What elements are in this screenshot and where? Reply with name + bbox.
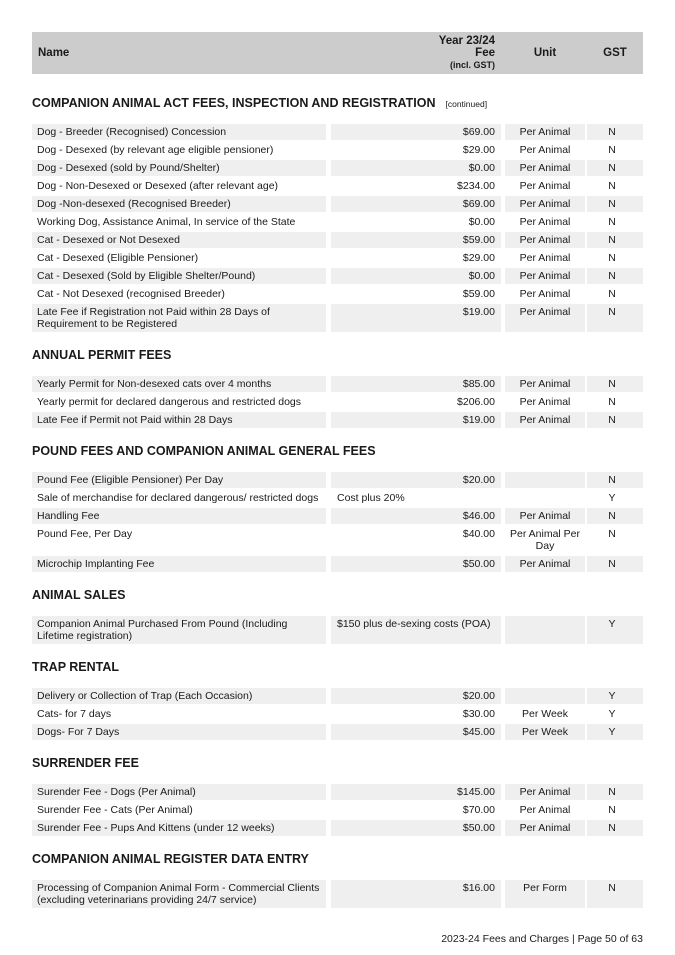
row-unit: Per Animal Per Day <box>509 528 581 552</box>
section-title-text: ANNUAL PERMIT FEES <box>32 348 172 362</box>
row-name: Surender Fee - Cats (Per Animal) <box>37 804 193 816</box>
row-fee-amount: $145.00 <box>457 786 495 798</box>
section-title-text: COMPANION ANIMAL REGISTER DATA ENTRY <box>32 852 309 866</box>
row-fee-cell <box>331 232 501 248</box>
header-fee-line2: Fee <box>475 47 495 59</box>
row-name: Dog - Desexed (sold by Pound/Shelter) <box>32 160 326 176</box>
row-fee-amount: $0.00 <box>468 270 495 282</box>
row-name: Working Dog, Assistance Animal, In service of the State <box>37 216 296 228</box>
row-fee-amount: $59.00 <box>462 234 495 246</box>
section-continued-note: [continued] <box>445 99 488 109</box>
header-unit: Unit <box>505 32 585 74</box>
row-unit <box>505 490 585 506</box>
row-name: Cats- for 7 days <box>37 708 112 720</box>
row-fee-cell <box>331 508 501 524</box>
fee-section <box>32 94 643 332</box>
row-name: Surender Fee - Pups And Kittens (under 12 weeks) <box>32 820 326 836</box>
table-row <box>32 820 643 836</box>
row-fee-cell <box>331 820 501 836</box>
header-fee-line1: Year 23/24 <box>438 35 495 47</box>
header-gst: GST <box>587 32 643 74</box>
table-row <box>32 616 643 644</box>
row-name: Dog - Non-Desexed or Desexed (after relevant age) <box>37 180 279 192</box>
row-unit: Per Animal <box>519 288 571 300</box>
row-fee-amount: $70.00 <box>462 804 495 816</box>
row-unit <box>505 472 585 488</box>
row-gst: N <box>608 216 616 228</box>
fee-section <box>32 586 643 644</box>
section-title-text: SURRENDER FEE <box>32 756 139 770</box>
section-title <box>32 586 643 604</box>
row-gst: N <box>587 304 643 332</box>
table-row <box>32 214 643 230</box>
row-fee-cell <box>331 412 501 428</box>
row-fee-amount: $16.00 <box>462 882 495 894</box>
table-row <box>32 688 643 704</box>
row-gst: N <box>587 232 643 248</box>
row-unit: Per Animal <box>519 144 571 156</box>
row-unit: Per Animal <box>505 268 585 284</box>
table-row <box>32 160 643 176</box>
row-fee-cell <box>331 286 501 302</box>
row-fee-cell <box>331 472 501 488</box>
row-unit: Per Animal <box>519 396 571 408</box>
table-row <box>32 196 643 212</box>
row-unit: Per Animal <box>519 804 571 816</box>
row-gst: N <box>587 508 643 524</box>
row-gst: N <box>587 472 643 488</box>
table-row <box>32 556 643 572</box>
row-name: Sale of merchandise for declared dangerous/ restricted dogs <box>37 492 319 504</box>
row-fee-note: Cost plus 20% <box>337 492 405 504</box>
table-row <box>32 472 643 488</box>
row-name: Handling Fee <box>32 508 326 524</box>
row-gst: N <box>587 196 643 212</box>
row-fee-cell <box>331 688 501 704</box>
row-gst: N <box>587 880 643 908</box>
row-fee-cell <box>331 490 501 506</box>
row-name: Surender Fee - Dogs (Per Animal) <box>32 784 326 800</box>
row-fee-cell <box>331 214 501 230</box>
row-fee-cell <box>331 706 501 722</box>
row-name: Late Fee if Registration not Paid within 28 Days of Requirement to be Registered <box>32 304 326 332</box>
row-fee-amount: $0.00 <box>468 162 495 174</box>
row-fee-amount: $29.00 <box>462 252 495 264</box>
page-footer: 2023-24 Fees and Charges | Page 50 of 63 <box>441 933 643 945</box>
row-fee-cell <box>331 802 501 818</box>
row-gst: N <box>587 124 643 140</box>
row-name: Dog - Desexed (by relevant age eligible pensioner) <box>37 144 274 156</box>
table-row <box>32 526 643 554</box>
row-name: Processing of Companion Animal Form - Commercial Clients (excluding veterinarians providing 24/7 service) <box>32 880 326 908</box>
fee-sections <box>32 94 643 908</box>
header-fee-line3: (incl. GST) <box>450 60 495 70</box>
table-row <box>32 286 643 302</box>
row-fee-cell <box>331 160 501 176</box>
row-fee-amount: $46.00 <box>462 510 495 522</box>
row-fee-amount: $59.00 <box>462 288 495 300</box>
row-fee-amount: $234.00 <box>457 180 495 192</box>
row-fee-note: $150 plus de-sexing costs (POA) <box>337 618 491 630</box>
row-unit: Per Week <box>522 708 568 720</box>
section-title-text: POUND FEES AND COMPANION ANIMAL GENERAL FEES <box>32 444 376 458</box>
table-row <box>32 724 643 740</box>
row-unit: Per Animal <box>505 412 585 428</box>
row-unit <box>505 616 585 644</box>
row-gst: N <box>608 288 616 300</box>
row-unit: Per Animal <box>519 216 571 228</box>
row-gst: N <box>608 396 616 408</box>
row-fee-amount: $206.00 <box>457 396 495 408</box>
fee-section <box>32 850 643 908</box>
row-fee-cell <box>331 124 501 140</box>
row-gst: N <box>587 376 643 392</box>
row-unit: Per Animal <box>505 376 585 392</box>
row-name: Cat - Desexed (Eligible Pensioner) <box>37 252 199 264</box>
row-gst: Y <box>608 708 616 720</box>
table-row <box>32 394 643 410</box>
row-gst: N <box>608 252 616 264</box>
row-fee-amount: $20.00 <box>462 474 495 486</box>
table-row <box>32 124 643 140</box>
table-row <box>32 304 643 332</box>
row-fee-amount: $69.00 <box>462 198 495 210</box>
table-row <box>32 268 643 284</box>
row-name: Dog -Non-desexed (Recognised Breeder) <box>32 196 326 212</box>
row-fee-amount: $0.00 <box>468 216 495 228</box>
row-fee-cell <box>331 880 501 908</box>
row-name: Yearly Permit for Non-desexed cats over 4 months <box>32 376 326 392</box>
row-fee-amount: $20.00 <box>462 690 495 702</box>
row-fee-cell <box>331 304 501 332</box>
row-name: Cat - Desexed (Sold by Eligible Shelter/Pound) <box>32 268 326 284</box>
row-gst: N <box>608 528 616 540</box>
row-fee-cell <box>331 526 501 554</box>
row-gst: Y <box>587 724 643 740</box>
row-gst: Y <box>608 492 616 504</box>
table-row <box>32 412 643 428</box>
row-fee-cell <box>331 724 501 740</box>
table-row <box>32 490 643 506</box>
row-gst: Y <box>587 616 643 644</box>
row-name: Dog - Breeder (Recognised) Concession <box>32 124 326 140</box>
section-title-text: TRAP RENTAL <box>32 660 120 674</box>
row-unit: Per Animal <box>505 820 585 836</box>
row-gst: N <box>608 804 616 816</box>
fee-section <box>32 658 643 740</box>
row-name: Dogs- For 7 Days <box>32 724 326 740</box>
fee-section <box>32 346 643 428</box>
row-unit: Per Animal <box>505 124 585 140</box>
table-row <box>32 784 643 800</box>
row-fee-cell <box>331 178 501 194</box>
fee-section <box>32 754 643 836</box>
fee-section <box>32 442 643 572</box>
row-unit: Per Form <box>505 880 585 908</box>
row-fee-amount: $50.00 <box>462 558 495 570</box>
row-fee-cell <box>331 268 501 284</box>
row-name: Microchip Implanting Fee <box>32 556 326 572</box>
row-fee-amount: $45.00 <box>462 726 495 738</box>
row-fee-amount: $85.00 <box>462 378 495 390</box>
table-row <box>32 232 643 248</box>
row-fee-cell <box>331 196 501 212</box>
row-gst: N <box>587 160 643 176</box>
row-name: Companion Animal Purchased From Pound (Including Lifetime registration) <box>32 616 326 644</box>
row-unit: Per Animal <box>519 252 571 264</box>
row-name: Late Fee if Permit not Paid within 28 Days <box>32 412 326 428</box>
row-unit: Per Animal <box>505 232 585 248</box>
row-fee-cell <box>331 394 501 410</box>
row-unit: Per Week <box>505 724 585 740</box>
row-fee-amount: $30.00 <box>462 708 495 720</box>
fees-page <box>32 32 643 910</box>
row-gst: N <box>608 144 616 156</box>
row-fee-amount: $29.00 <box>462 144 495 156</box>
row-unit: Per Animal <box>505 196 585 212</box>
row-name: Pound Fee, Per Day <box>37 528 133 540</box>
table-row <box>32 706 643 722</box>
row-unit: Per Animal <box>505 556 585 572</box>
row-unit: Per Animal <box>505 160 585 176</box>
header-name: Name <box>32 32 326 74</box>
section-title <box>32 442 643 460</box>
row-unit: Per Animal <box>505 784 585 800</box>
row-fee-amount: $69.00 <box>462 126 495 138</box>
row-fee-amount: $19.00 <box>462 306 495 318</box>
table-row <box>32 142 643 158</box>
table-row <box>32 178 643 194</box>
row-fee-amount: $19.00 <box>462 414 495 426</box>
row-gst: N <box>608 180 616 192</box>
table-header <box>32 32 643 74</box>
table-row <box>32 508 643 524</box>
row-fee-amount: $40.00 <box>462 528 495 540</box>
row-gst: N <box>587 820 643 836</box>
row-name: Pound Fee (Eligible Pensioner) Per Day <box>32 472 326 488</box>
row-unit: Per Animal <box>505 508 585 524</box>
table-row <box>32 376 643 392</box>
row-fee-cell <box>331 616 501 644</box>
section-title <box>32 346 643 364</box>
row-gst: N <box>587 268 643 284</box>
section-title <box>32 850 643 868</box>
row-gst: N <box>587 556 643 572</box>
row-name: Delivery or Collection of Trap (Each Occasion) <box>32 688 326 704</box>
row-unit <box>505 688 585 704</box>
table-row <box>32 250 643 266</box>
row-gst: N <box>587 784 643 800</box>
row-gst: Y <box>587 688 643 704</box>
row-fee-cell <box>331 784 501 800</box>
header-fee <box>331 32 501 74</box>
row-name: Yearly permit for declared dangerous and restricted dogs <box>37 396 302 408</box>
table-row <box>32 802 643 818</box>
section-title <box>32 754 643 772</box>
row-fee-cell <box>331 142 501 158</box>
section-title <box>32 658 643 676</box>
section-title-text: ANIMAL SALES <box>32 588 126 602</box>
row-gst: N <box>587 412 643 428</box>
row-unit: Per Animal <box>505 304 585 332</box>
table-row <box>32 880 643 908</box>
row-fee-cell <box>331 250 501 266</box>
row-fee-amount: $50.00 <box>462 822 495 834</box>
row-fee-cell <box>331 556 501 572</box>
row-name: Cat - Desexed or Not Desexed <box>32 232 326 248</box>
row-name: Cat - Not Desexed (recognised Breeder) <box>37 288 225 300</box>
section-title <box>32 94 643 112</box>
row-fee-cell <box>331 376 501 392</box>
section-title-text: COMPANION ANIMAL ACT FEES, INSPECTION AND REGISTRATION <box>32 96 436 110</box>
row-unit: Per Animal <box>519 180 571 192</box>
